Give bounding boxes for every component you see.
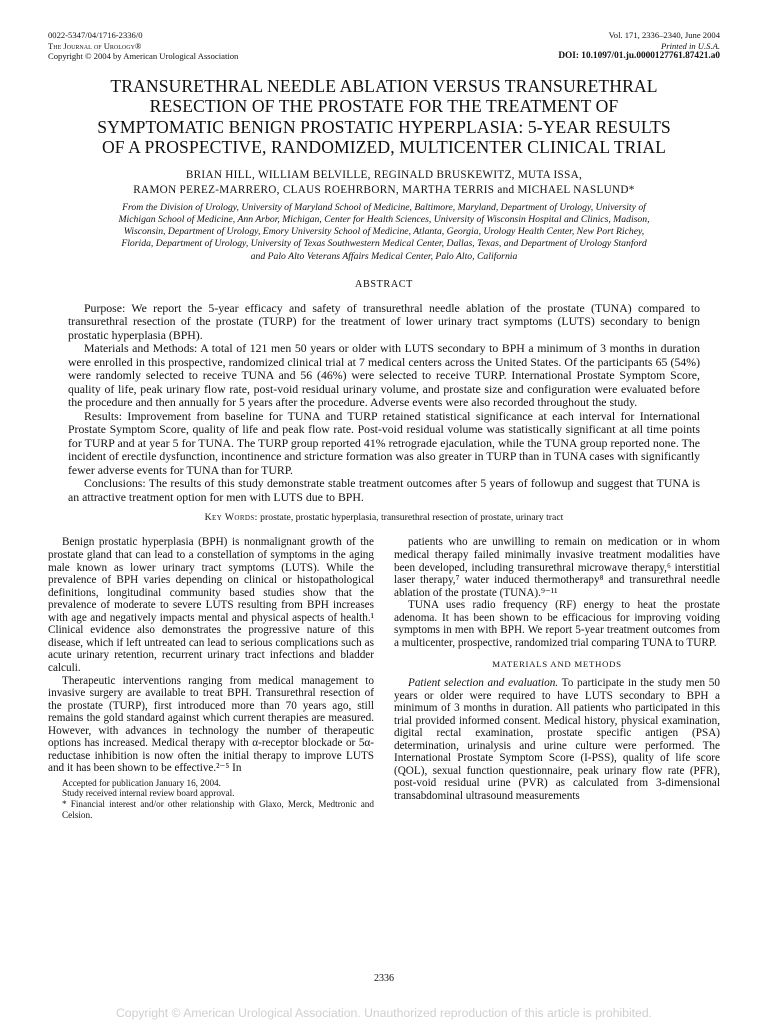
volume-info: Vol. 171, 2336–2340, June 2004: [608, 30, 720, 40]
body-paragraph: TUNA uses radio frequency (RF) energy to heat the prostate adenoma. It has been shown to be efficacious for improving voiding symptoms in men with BPH. We report 5-year treatment outcomes from a multicenter, prospective, randomized trial comparing TUNA to TURP.: [394, 599, 720, 649]
copyright-watermark: Copyright © American Urological Association. Unauthorized reproduction of this article is prohibited.: [115, 1006, 653, 1020]
keywords-text: prostate, prostatic hyperplasia, transurethral resection of prostate, urinary tract: [260, 512, 564, 524]
affiliation-line: Florida, Department of Urology, University of Texas Southwestern Medical Center, Dallas, Texas, and Department of Urology Stanford: [121, 238, 647, 250]
footnote: * Financial interest and/or other relationship with Glaxo, Merck, Medtronic and Celsion.: [62, 799, 374, 820]
doi: DOI: 10.1097/01.ju.0000127761.87421.a0: [558, 51, 720, 61]
keywords: [68, 512, 700, 524]
affiliations: [48, 202, 720, 263]
running-header: [48, 30, 720, 62]
affiliation-line: From the Division of Urology, University of Maryland School of Medicine, Baltimore, Maryland, Department of Urology, University of: [122, 201, 646, 213]
page-number: 2336: [374, 973, 394, 984]
author-line: RAMON PEREZ-MARRERO, CLAUS ROEHRBORN, MARTHA TERRIS and MICHAEL NASLUND*: [133, 183, 635, 196]
body-paragraph: Benign prostatic hyperplasia (BPH) is nonmalignant growth of the prostate gland that can lead to a constellation of symptoms in the aging male known as lower urinary tract symptoms (LUTS). While the prevalence of BPH varies depending on clinical or histopathological definitions, longitudinal community based studies show that the prevalence of moderate to severe LUTS resulting from BPH increases with age and negatively impacts mental and physical aspects of health.¹ Clinical evidence also demonstrates the progressive nature of this disease, which if left untreated can lead to serious complications such as acute urinary retention, recurrent urinary tract infections and bladder calculi.: [48, 536, 374, 674]
header-right: [558, 30, 720, 62]
abstract-results: Results: Improvement from baseline for TUNA and TURP retained statistical significance at each interval for International Prostate Symptom Score, quality of life and peak flow rate. Post-void residual volume was statistically significant at all time points for TURP and at year 5 for TUNA. The TURP group reported 41% retrograde ejaculation, while the TUNA group reported none. The incident of erectile dysfunction, incontinence and stricture formation was also greater in TURP than in TUNA cases with significantly fewer adverse events for TUNA than for TURP.: [68, 408, 700, 477]
footnotes: [48, 778, 374, 820]
subsection-lead: Patient selection and evaluation.: [408, 676, 559, 689]
title-line: RESECTION OF THE PROSTATE FOR THE TREATMENT OF: [149, 96, 619, 116]
body-paragraph: patients who are unwilling to remain on medication or in whom medical therapy failed minimally invasive treatment modalities have been developed, including transurethral microwave therapy,⁶ interstitial laser therapy,⁷ water induced thermotherapy⁸ and transurethral needle ablation of the prostate (TUNA).⁹⁻¹¹: [394, 536, 720, 599]
abstract-purpose: Purpose: We report the 5-year efficacy and safety of transurethral needle ablation of the prostate (TUNA) compared to transurethral resection of the prostate (TURP) for the treatment of lower urinary tract symptoms (LUTS) secondary to benign prostatic hyperplasia (BPH).: [68, 300, 700, 342]
subsection-text: To participate in the study men 50 years or older were required to have LUTS secondary to BPH a minimum of 3 months in duration. All patients who participated in this trial provided informed consent. Medical history, physical examination, digital rectal examination, prostate specific antigen (PSA) determination, urinalysis and urine culture were performed. The International Prostate Symptom Score (I-PSS), quality of life score (QOL), sexual function questionnaire, peak urinary flow rate (PFR), post-void residual urine (PVR) as calculated from 3-dimensional transabdominal ultrasound measurements: [394, 676, 720, 802]
copyright-line: Copyright © 2004 by American Urological Association: [48, 51, 239, 61]
journal-page: [48, 30, 720, 820]
left-column: [48, 536, 374, 820]
abstract-body: [68, 302, 700, 505]
author-list: [48, 168, 720, 198]
abstract-heading: ABSTRACT: [354, 278, 413, 290]
abstract-methods: Materials and Methods: A total of 121 men 50 years or older with LUTS secondary to BPH a minimum of 3 months in duration were enrolled in this prospective, randomized clinical trial at 7 medical centers across the United States. Of the participants 65 (54%) were randomly selected to receive TUNA and 56 (46%) were selected to receive TURP. International Prostate Symptom Score, quality of life, peak urinary flow rate, post-void residual urinary volume, and prostate size and configuration were evaluated before the procedure and then annually for 5 years after the procedure. Adverse events were also recorded throughout the study.: [68, 341, 700, 410]
body-paragraph: [394, 677, 720, 802]
title-line: SYMPTOMATIC BENIGN PROSTATIC HYPERPLASIA: 5-YEAR RESULTS: [97, 116, 671, 137]
body-columns: [48, 536, 720, 820]
article-title: [48, 76, 720, 158]
body-paragraph: Therapeutic interventions ranging from medical management to invasive surgery are available to treat BPH. Transurethral resection of the prostate (TURP), first introduced more than 70 years ago, still remains the gold standard against which current therapies are measured. However, with advances in technology the number of therapeutic options has increased. Medical therapy with α-receptor blockade or 5α-reductase inhibition is now often the initial therapy to improve LUTS and it has been shown to be effective.²⁻⁵ In: [48, 674, 374, 775]
affiliation-line: Michigan School of Medicine, Ann Arbor, Michigan, Center for Health Sciences, University of Wisconsin Hospital and Clinics, Madison,: [118, 213, 650, 225]
article-code: 0022-5347/04/1716-2336/0: [48, 30, 143, 40]
title-line: TRANSURETHRAL NEEDLE ABLATION VERSUS TRANSURETHRAL: [110, 75, 658, 96]
right-column: [394, 536, 720, 820]
title-line: OF A PROSPECTIVE, RANDOMIZED, MULTICENTER CLINICAL TRIAL: [101, 137, 667, 157]
affiliation-line: Wisconsin, Department of Urology, Emory University School of Medicine, Atlanta, Georgia, Urology Health Center, New Port Richey,: [123, 226, 645, 238]
affiliation-line: and Palo Alto Veterans Affairs Medical Center, Palo Alto, California: [250, 250, 518, 262]
printed-in: Printed in U.S.A.: [661, 40, 720, 51]
section-heading: MATERIALS AND METHODS: [492, 659, 622, 670]
footnote: Accepted for publication January 16, 2004.: [62, 777, 221, 788]
author-line: BRIAN HILL, WILLIAM BELVILLE, REGINALD BRUSKEWITZ, MUTA ISSA,: [185, 168, 583, 181]
footnote: Study received internal review board approval.: [62, 788, 235, 799]
abstract-conclusions: Conclusions: The results of this study demonstrate stable treatment outcomes after 5 years of followup and suggest that TUNA is an attractive treatment option for men with LUTS due to BPH.: [68, 476, 700, 504]
journal-name: The Journal of Urology®: [48, 40, 142, 51]
keywords-label: Key Words:: [204, 512, 258, 524]
header-left: [48, 30, 238, 62]
